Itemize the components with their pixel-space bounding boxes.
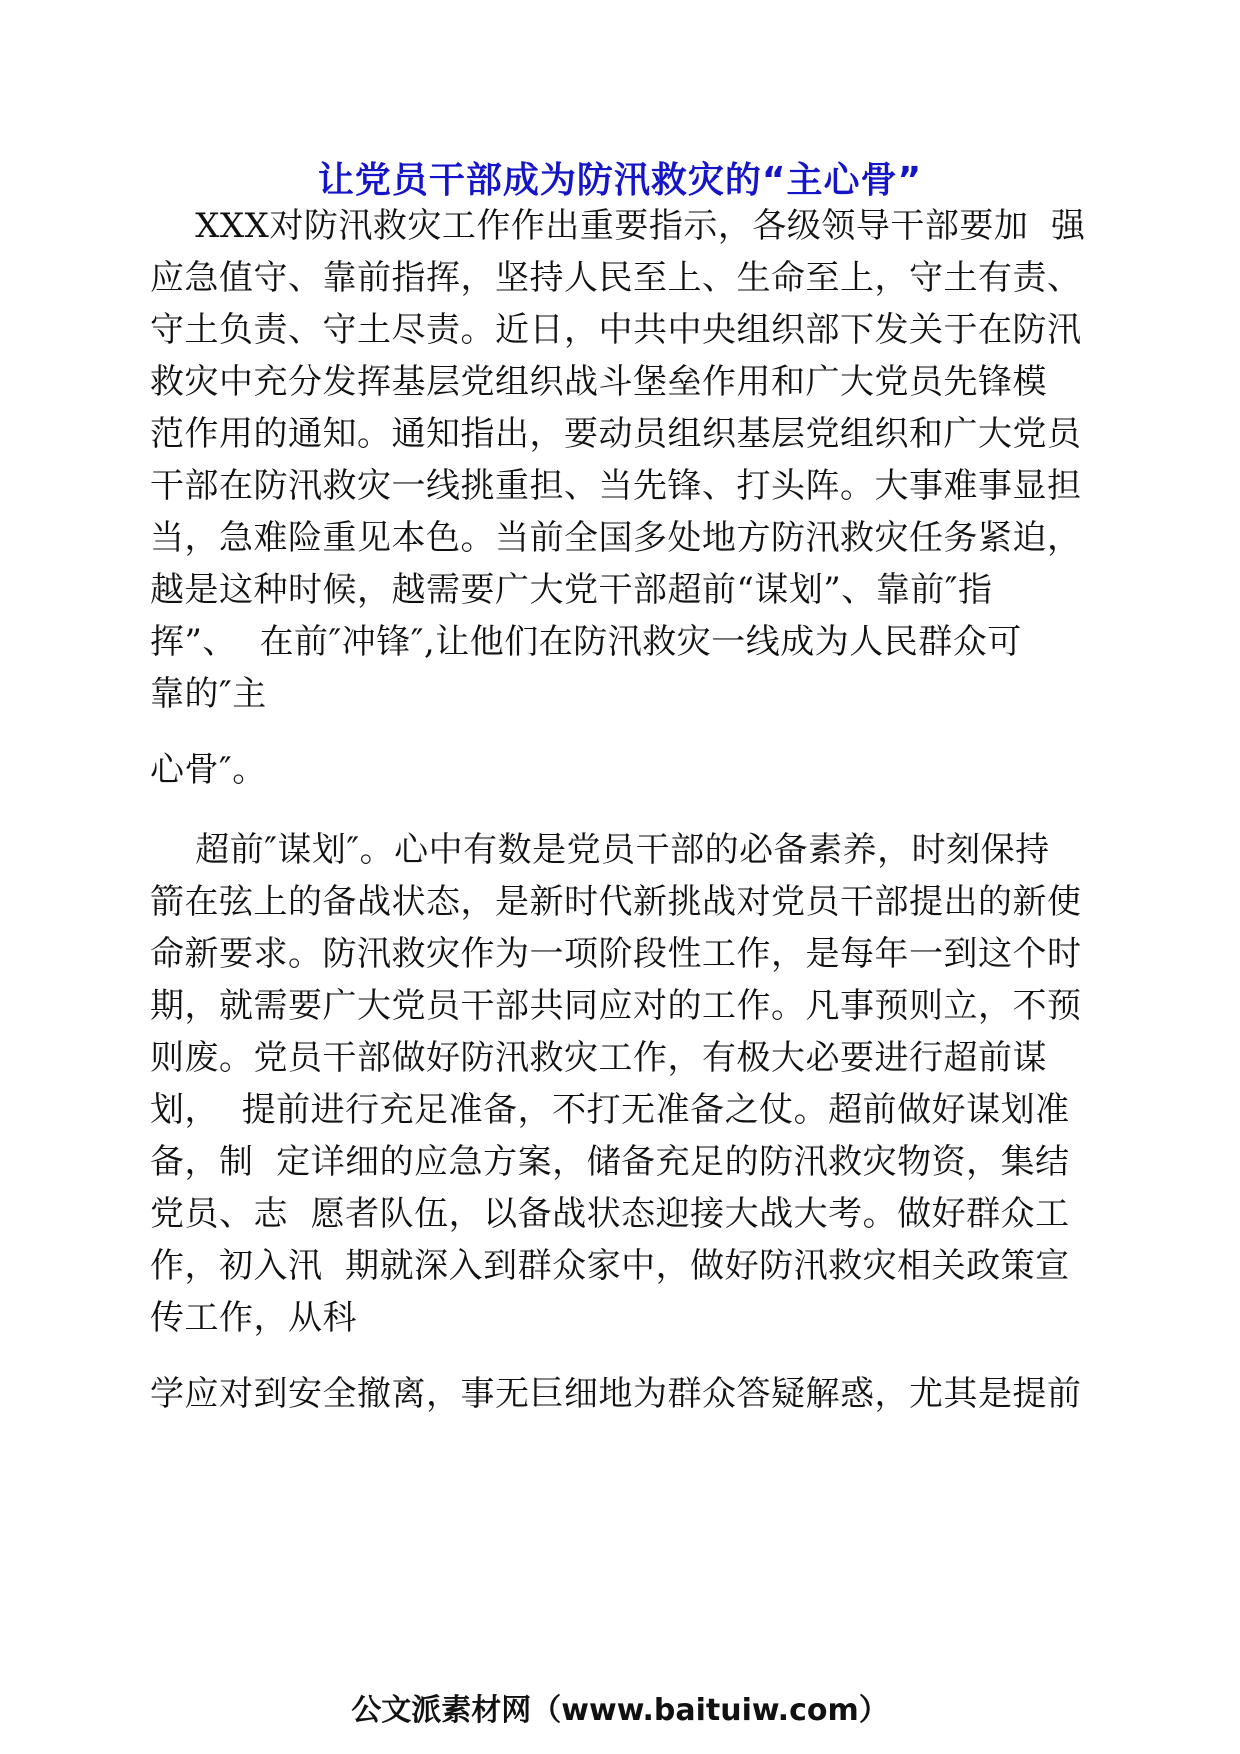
body-line: 备，制 定详细的应急方案，储备充足的防汛救灾物资，集结	[150, 1142, 1070, 1182]
body-line: 命新要求。防汛救灾作为一项阶段性工作，是每年一到这个时	[150, 934, 1082, 974]
body-line: XXX对防汛救灾工作作出重要指示，各级领导干部要加 强	[150, 206, 1086, 246]
body-line: 传工作，从科	[150, 1298, 357, 1338]
body-line: 靠的″主	[150, 674, 267, 714]
body-line: 心骨″。	[150, 750, 267, 790]
document-title: 让党员干部成为防汛救灾的“主心骨”	[317, 160, 923, 201]
body-line: 作，初入汛 期就深入到群众家中，做好防汛救灾相关政策宣	[150, 1246, 1070, 1286]
body-line: 当，急难险重见本色。当前全国多处地方防汛救灾任务紧迫，	[150, 518, 1082, 558]
body-line: 党员、志 愿者队伍，以备战状态迎接大战大考。做好群众工	[150, 1194, 1070, 1234]
body-line: 超前″谋划″。心中有数是党员干部的必备素养，时刻保持	[150, 830, 1050, 870]
body-line: 干部在防汛救灾一线挑重担、当先锋、打头阵。大事难事显担	[150, 466, 1082, 506]
body-line: 学应对到安全撤离，事无巨细地为群众答疑解惑，尤其是提前	[150, 1374, 1082, 1414]
body-line: 越是这种时候，越需要广大党干部超前“谋划”、靠前″指	[150, 570, 993, 610]
body-line: 箭在弦上的备战状态，是新时代新挑战对党员干部提出的新使	[150, 882, 1082, 922]
body-line: 守土负责、守土尽责。近日，中共中央组织部下发关于在防汛	[150, 310, 1082, 350]
body-line: 应急值守、靠前指挥，坚持人民至上、生命至上，守土有责、	[150, 258, 1082, 298]
body-line: 则废。党员干部做好防汛救灾工作，有极大必要进行超前谋	[150, 1038, 1047, 1078]
body-line: 期，就需要广大党员干部共同应对的工作。凡事预则立，不预	[150, 986, 1082, 1026]
body-line: 划， 提前进行充足准备，不打无准备之仗。超前做好谋划准	[150, 1090, 1070, 1130]
body-line: 范作用的通知。通知指出，要动员组织基层党组织和广大党员	[150, 414, 1082, 454]
footer-source: 公文派素材网（www.baituiw.com）	[351, 1693, 889, 1728]
body-line: 救灾中充分发挥基层党组织战斗堡垒作用和广大党员先锋模	[150, 362, 1047, 402]
body-line: 挥”、 在前″冲锋″,让他们在防汛救灾一线成为人民群众可	[150, 622, 1022, 662]
